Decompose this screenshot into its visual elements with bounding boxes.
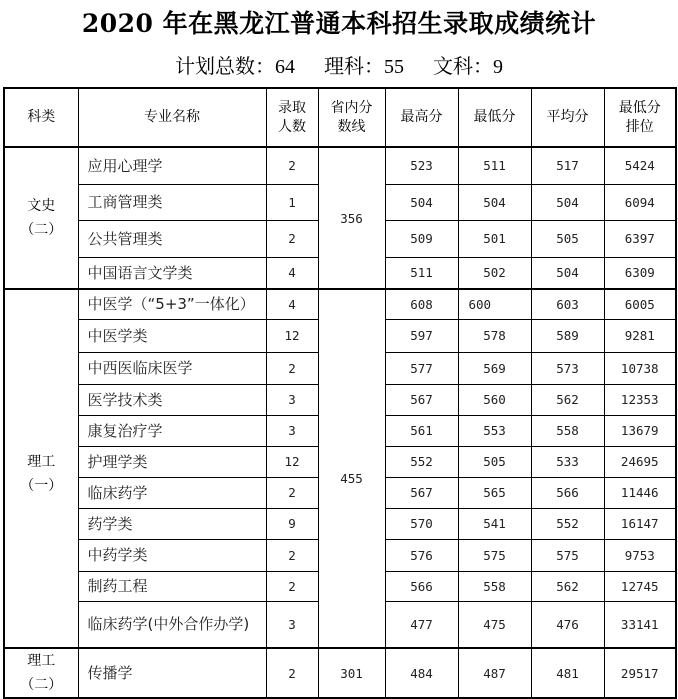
- min-rank: 33141: [604, 601, 676, 648]
- science-count: 理科：55: [324, 56, 404, 78]
- header-min-score: 最低分: [458, 88, 531, 147]
- avg-score: 533: [531, 446, 604, 477]
- major-name: 临床药学(中外合作办学): [78, 601, 266, 648]
- province-line-cell: 301: [318, 648, 385, 698]
- max-score: 567: [385, 477, 458, 508]
- max-score: 509: [385, 220, 458, 257]
- province-line-cell: 356: [318, 147, 385, 289]
- admitted-count: 3: [266, 415, 318, 446]
- category-cell: 理工 （二）: [4, 648, 78, 698]
- header-avg-score: 平均分: [531, 88, 604, 147]
- header-province-line: 省内分 数线: [318, 88, 385, 147]
- admitted-count: 4: [266, 257, 318, 289]
- avg-score: 575: [531, 539, 604, 571]
- avg-score: 573: [531, 352, 604, 384]
- plan-total: 计划总数：64: [175, 56, 295, 78]
- max-score: 484: [385, 648, 458, 698]
- min-score: 558: [458, 571, 531, 601]
- category-cell: 文史 （二）: [4, 147, 78, 289]
- min-score: 578: [458, 319, 531, 352]
- avg-score: 476: [531, 601, 604, 648]
- admitted-count: 12: [266, 319, 318, 352]
- admitted-count: 1: [266, 184, 318, 220]
- admitted-count: 2: [266, 352, 318, 384]
- avg-score: 517: [531, 147, 604, 184]
- min-rank: 6005: [604, 289, 676, 319]
- major-name: 康复治疗学: [78, 415, 266, 446]
- summary-line: [0, 50, 678, 79]
- admitted-count: 2: [266, 571, 318, 601]
- min-score: 553: [458, 415, 531, 446]
- max-score: 576: [385, 539, 458, 571]
- category-cell: 理工 （一）: [4, 289, 78, 648]
- avg-score: 589: [531, 319, 604, 352]
- major-name: 制药工程: [78, 571, 266, 601]
- header-category: 科类: [4, 88, 78, 147]
- max-score: 608: [385, 289, 458, 319]
- min-score: 575: [458, 539, 531, 571]
- min-score: 565: [458, 477, 531, 508]
- min-rank: 5424: [604, 147, 676, 184]
- min-score: 511: [458, 147, 531, 184]
- min-rank: 13679: [604, 415, 676, 446]
- max-score: 567: [385, 384, 458, 415]
- admitted-count: 9: [266, 508, 318, 539]
- min-rank: 9753: [604, 539, 676, 571]
- table-row: [4, 289, 676, 319]
- admitted-count: 2: [266, 147, 318, 184]
- max-score: 552: [385, 446, 458, 477]
- avg-score: 504: [531, 184, 604, 220]
- max-score: 566: [385, 571, 458, 601]
- table-row: [4, 648, 676, 698]
- avg-score: 504: [531, 257, 604, 289]
- avg-score: 603: [531, 289, 604, 319]
- min-score: 600: [458, 289, 531, 319]
- avg-score: 566: [531, 477, 604, 508]
- major-name: 公共管理类: [78, 220, 266, 257]
- major-name: 中国语言文学类: [78, 257, 266, 289]
- max-score: 523: [385, 147, 458, 184]
- header-min-rank: 最低分 排位: [604, 88, 676, 147]
- major-name: 应用心理学: [78, 147, 266, 184]
- min-rank: 11446: [604, 477, 676, 508]
- admission-scores-table: [3, 87, 677, 699]
- admitted-count: 2: [266, 220, 318, 257]
- arts-count: 文科：9: [433, 56, 503, 78]
- min-score: 487: [458, 648, 531, 698]
- max-score: 511: [385, 257, 458, 289]
- admitted-count: 12: [266, 446, 318, 477]
- header-admitted: 录取 人数: [266, 88, 318, 147]
- min-rank: 12353: [604, 384, 676, 415]
- max-score: 597: [385, 319, 458, 352]
- table-row: [4, 147, 676, 184]
- province-line-cell: 455: [318, 289, 385, 648]
- major-name: 传播学: [78, 648, 266, 698]
- admitted-count: 2: [266, 477, 318, 508]
- min-score: 560: [458, 384, 531, 415]
- min-rank: 16147: [604, 508, 676, 539]
- min-score: 541: [458, 508, 531, 539]
- major-name: 药学类: [78, 508, 266, 539]
- major-name: 工商管理类: [78, 184, 266, 220]
- min-rank: 9281: [604, 319, 676, 352]
- avg-score: 481: [531, 648, 604, 698]
- max-score: 504: [385, 184, 458, 220]
- max-score: 477: [385, 601, 458, 648]
- min-rank: 6094: [604, 184, 676, 220]
- admitted-count: 3: [266, 601, 318, 648]
- header-row: [4, 88, 676, 147]
- admitted-count: 2: [266, 648, 318, 698]
- major-name: 护理学类: [78, 446, 266, 477]
- min-rank: 24695: [604, 446, 676, 477]
- min-score: 569: [458, 352, 531, 384]
- admitted-count: 2: [266, 539, 318, 571]
- major-name: 中医学（“5+3”一体化）: [78, 289, 266, 319]
- major-name: 中药学类: [78, 539, 266, 571]
- min-score: 504: [458, 184, 531, 220]
- admitted-count: 3: [266, 384, 318, 415]
- min-score: 502: [458, 257, 531, 289]
- major-name: 临床药学: [78, 477, 266, 508]
- avg-score: 552: [531, 508, 604, 539]
- page-title: 2020 年在黑龙江普通本科招生录取成绩统计: [81, 9, 597, 38]
- major-name: 中西医临床医学: [78, 352, 266, 384]
- max-score: 577: [385, 352, 458, 384]
- header-major: 专业名称: [78, 88, 266, 147]
- avg-score: 505: [531, 220, 604, 257]
- min-score: 505: [458, 446, 531, 477]
- major-name: 医学技术类: [78, 384, 266, 415]
- admitted-count: 4: [266, 289, 318, 319]
- max-score: 570: [385, 508, 458, 539]
- min-rank: 10738: [604, 352, 676, 384]
- min-rank: 12745: [604, 571, 676, 601]
- header-max-score: 最高分: [385, 88, 458, 147]
- avg-score: 562: [531, 384, 604, 415]
- avg-score: 558: [531, 415, 604, 446]
- avg-score: 562: [531, 571, 604, 601]
- min-score: 475: [458, 601, 531, 648]
- min-score: 501: [458, 220, 531, 257]
- max-score: 561: [385, 415, 458, 446]
- major-name: 中医学类: [78, 319, 266, 352]
- min-rank: 6309: [604, 257, 676, 289]
- min-rank: 6397: [604, 220, 676, 257]
- min-rank: 29517: [604, 648, 676, 698]
